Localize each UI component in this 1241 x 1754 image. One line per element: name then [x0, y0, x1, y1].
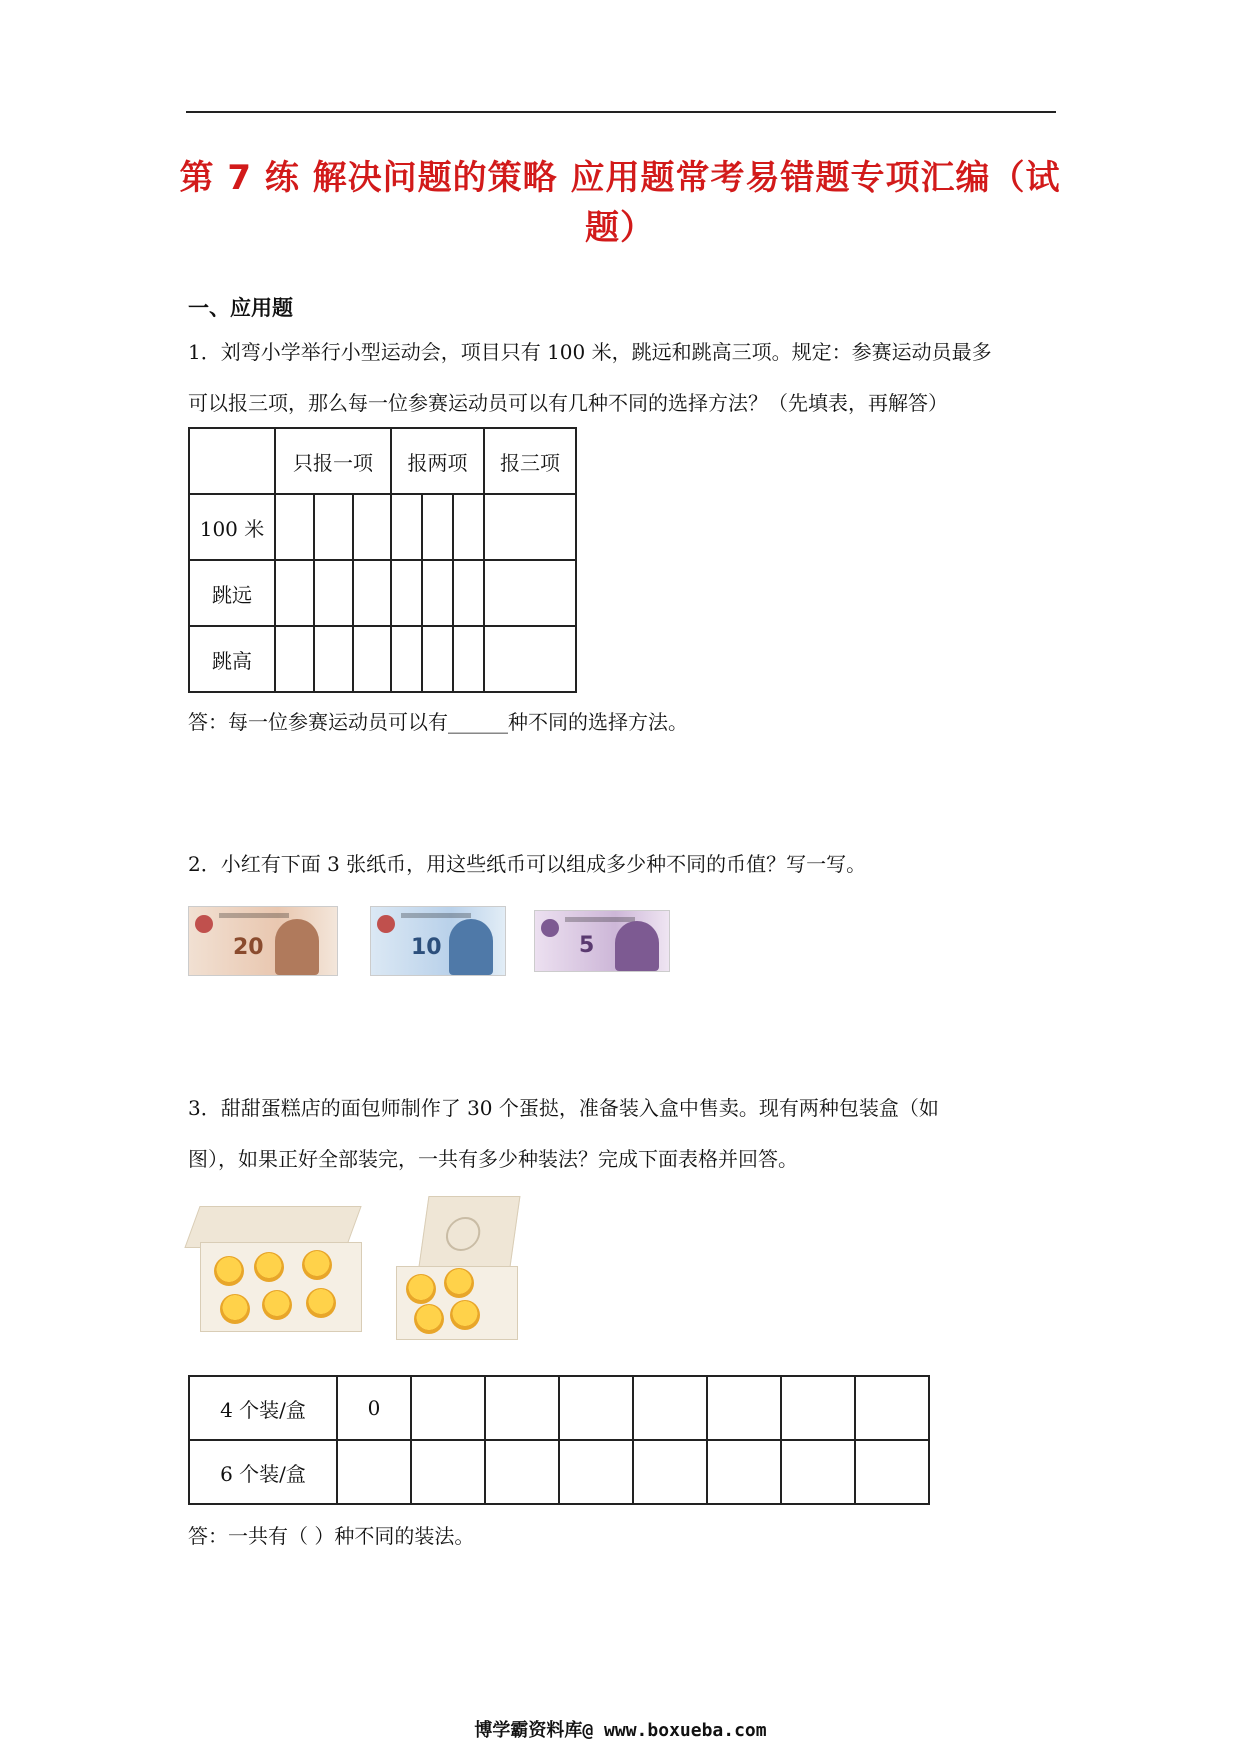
- q3-cell: [485, 1376, 559, 1440]
- q1-cell: [275, 626, 314, 692]
- q1-cell: [484, 560, 576, 626]
- q1-cell: [453, 560, 484, 626]
- q1-cell: [275, 560, 314, 626]
- q3-text-line2: 图），如果正好全部装完，一共有多少种装法？完成下面表格并回答。: [188, 1147, 798, 1171]
- q1-header-three: 报三项: [484, 428, 576, 494]
- egg-tart-icon: [220, 1294, 250, 1324]
- q3-cell: [855, 1440, 929, 1504]
- q1-row-label: 跳高: [189, 626, 275, 692]
- q3-first-value: 0: [337, 1376, 411, 1440]
- q1-cell: [422, 494, 453, 560]
- note-header-strip: [565, 917, 635, 922]
- q3-cell: [707, 1440, 781, 1504]
- q3-cell: [485, 1440, 559, 1504]
- q3-cell: [559, 1440, 633, 1504]
- top-rule: [186, 111, 1056, 113]
- egg-tart-icon: [414, 1304, 444, 1334]
- q1-header-two: 报两项: [391, 428, 484, 494]
- emblem-icon: [195, 915, 213, 933]
- q1-cell: [353, 560, 391, 626]
- egg-tart-icon: [254, 1252, 284, 1282]
- banknote-20: [188, 906, 338, 976]
- q1-cell: [391, 494, 422, 560]
- egg-tart-icon: [450, 1300, 480, 1330]
- egg-tart-icon: [444, 1268, 474, 1298]
- q1-cell: [275, 494, 314, 560]
- q1-cell: [391, 626, 422, 692]
- q3-cell: [559, 1376, 633, 1440]
- q1-cell: [453, 626, 484, 692]
- page-title-line1: 第 7 练 解决问题的策略 应用题常考易错题专项汇编（试: [179, 158, 1061, 198]
- portrait-icon: [615, 921, 659, 971]
- section-heading: 一、应用题: [188, 296, 293, 320]
- q3-cell: [781, 1376, 855, 1440]
- bill-denomination: 10: [411, 935, 442, 960]
- footer-watermark: 博学霸资料库@ www.boxueba.com: [474, 1720, 767, 1741]
- q1-cell: [484, 626, 576, 692]
- egg-tart-icon: [302, 1250, 332, 1280]
- q3-cell: [411, 1376, 485, 1440]
- emblem-icon: [541, 919, 559, 937]
- q1-cell: [353, 626, 391, 692]
- emblem-icon: [377, 915, 395, 933]
- q1-cell: [453, 494, 484, 560]
- q3-cell: [633, 1376, 707, 1440]
- q1-answer: 答：每一位参赛运动员可以有______种不同的选择方法。: [188, 710, 688, 734]
- q1-header-one: 只报一项: [275, 428, 391, 494]
- q3-row-label: 6 个装/盒: [189, 1440, 337, 1504]
- q3-answer: 答：一共有（ ）种不同的装法。: [188, 1524, 475, 1548]
- q3-cell: [633, 1440, 707, 1504]
- q1-text-line2: 可以报三项，那么每一位参赛运动员可以有几种不同的选择方法？（先填表，再解答）: [188, 391, 948, 415]
- q1-row-label: 跳远: [189, 560, 275, 626]
- portrait-icon: [449, 919, 493, 975]
- q1-cell: [422, 626, 453, 692]
- q1-corner-cell: [189, 428, 275, 494]
- q1-cell: [314, 626, 353, 692]
- q1-table: [188, 427, 577, 693]
- bill-denomination: 5: [579, 933, 595, 958]
- note-header-strip: [219, 913, 289, 918]
- egg-tart-icon: [306, 1288, 336, 1318]
- portrait-icon: [275, 919, 319, 975]
- window-icon: [444, 1217, 483, 1251]
- q3-cell: [855, 1376, 929, 1440]
- q1-cell: [353, 494, 391, 560]
- q3-cell: [337, 1440, 411, 1504]
- banknote-5: [534, 910, 670, 972]
- bill-denomination: 20: [233, 935, 264, 960]
- q1-cell: [314, 560, 353, 626]
- q3-table: [188, 1375, 930, 1505]
- page-title-line2: 题）: [585, 208, 655, 248]
- q1-cell: [391, 560, 422, 626]
- egg-tart-icon: [214, 1256, 244, 1286]
- q3-cell: [707, 1376, 781, 1440]
- q1-cell: [314, 494, 353, 560]
- q3-text-line1: 3．甜甜蛋糕店的面包师制作了 30 个蛋挞，准备装入盒中售卖。现有两种包装盒（如: [188, 1096, 939, 1120]
- egg-tart-icon: [406, 1274, 436, 1304]
- q3-cell: [781, 1440, 855, 1504]
- banknote-10: [370, 906, 506, 976]
- four-tart-box-image: [392, 1196, 532, 1346]
- q2-text: 2．小红有下面 3 张纸币，用这些纸币可以组成多少种不同的币值？写一写。: [188, 852, 867, 876]
- q1-cell: [484, 494, 576, 560]
- q3-row-label: 4 个装/盒: [189, 1376, 337, 1440]
- egg-tart-icon: [262, 1290, 292, 1320]
- q3-cell: [411, 1440, 485, 1504]
- q1-row-label: 100 米: [189, 494, 275, 560]
- q1-text-line1: 1．刘弯小学举行小型运动会，项目只有 100 米，跳远和跳高三项。规定：参赛运动员最多: [188, 340, 992, 364]
- note-header-strip: [401, 913, 471, 918]
- six-tart-box-image: [192, 1206, 372, 1336]
- q1-cell: [422, 560, 453, 626]
